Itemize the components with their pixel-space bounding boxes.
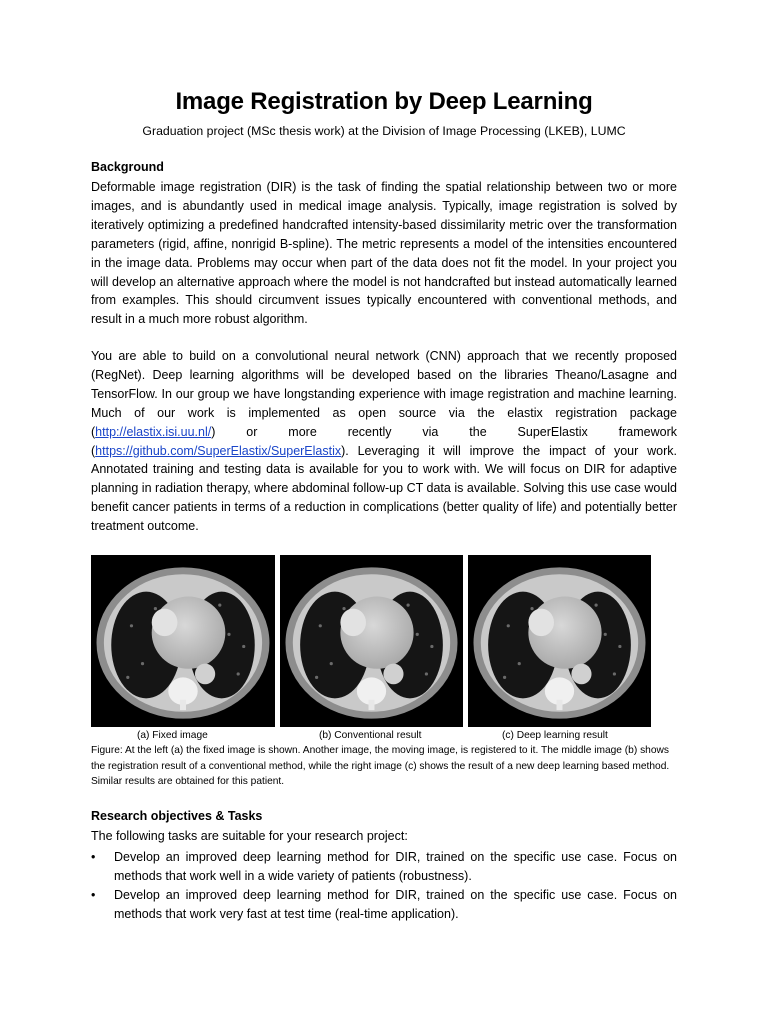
superelastix-link[interactable]: https://github.com/SuperElastix/SuperElastix	[95, 443, 342, 458]
lung-vessel	[507, 624, 510, 627]
background-heading: Background	[91, 160, 164, 174]
lung-vessel	[604, 633, 607, 636]
lung-vessel	[518, 662, 521, 665]
ct-image-conventional	[280, 555, 463, 727]
lung-vessel	[595, 604, 598, 607]
lung-vessel	[141, 662, 144, 665]
ct-slice-drawing	[280, 555, 463, 727]
lung-vessel	[242, 645, 245, 648]
spinous-process	[369, 700, 375, 710]
lung-vessel	[430, 645, 433, 648]
lung-vessel	[407, 604, 410, 607]
ct-image-deep-learning	[468, 555, 651, 727]
elastix-link[interactable]: http://elastix.isi.uu.nl/	[95, 424, 212, 439]
lung-vessel	[315, 676, 318, 679]
aorta	[571, 664, 591, 685]
figure-label-a: (a) Fixed image	[137, 730, 208, 741]
paragraph-text: ). Leveraging it will improve the impact of your work. Annotated training and testing data is available for you to work with. We will focus on DIR for adaptive planning in radiation therapy, where abdominal follow-up CT data is available. Solving this use case would benefit cancer patients in terms of a reduction in complications (better quality of life) and potentially better treatment outcome.	[91, 443, 677, 534]
research-intro: The following tasks are suitable for your research project:	[91, 829, 408, 843]
bullet-marker: •	[91, 850, 96, 864]
task-text: Develop an improved deep learning method for DIR, trained on the specific use case. Focus on methods that work very fast at test time (real-time application).	[114, 888, 677, 921]
heart-chamber	[340, 609, 366, 637]
lung-vessel	[330, 662, 333, 665]
task-text: Develop an improved deep learning method for DIR, trained on the specific use case. Focus on methods that work well in a wide variety of patients (robustness).	[114, 850, 677, 883]
spinous-process	[557, 700, 563, 710]
lung-vessel	[425, 672, 428, 675]
figure-label-c: (c) Deep learning result	[502, 730, 608, 741]
aorta	[383, 664, 403, 685]
lung-vessel	[613, 672, 616, 675]
lung-vessel	[237, 672, 240, 675]
spinous-process	[180, 700, 186, 710]
page-subtitle: Graduation project (MSc thesis work) at the Division of Image Processing (LKEB), LUMC	[142, 124, 626, 138]
heart-chamber	[528, 609, 554, 637]
heart-chamber	[152, 609, 178, 637]
background-paragraph-1: Deformable image registration (DIR) is the task of finding the spatial relationship between two or more images, and is abundantly used in medical image analysis. Typically, image registration is solved by iteratively optimizing a predefined handcrafted intensity-based dissimilarity metric over the transformation parameters (rigid, affine, nonrigid B-spline). The metric represents a model of the intensities encountered in the image data. Problems may occur when part of the data does not fit the model. In your project you will develop an alternative approach where the model is not handcrafted but instead automatically learned from examples. This should circumvent issues typically encountered with conventional methods, and result in a much more robust algorithm.	[91, 180, 677, 327]
aorta	[195, 664, 215, 685]
paragraph-text: ) or more recently via the SuperElastix framework (	[91, 424, 677, 458]
figure-label-b: (b) Conventional result	[319, 730, 422, 741]
lung-vessel	[618, 645, 621, 648]
ct-figure	[91, 555, 651, 727]
ct-slice-drawing	[91, 555, 275, 727]
paragraph-text: You are able to build on a convolutional neural network (CNN) approach that we recently proposed (RegNet). Deep learning algorithms will be developed based on the libraries Theano/Lasagne and TensorFlow. In our group we have longstanding experience with image registration and machine learning. Much of our work is implemented as open source via the elastix registration package (	[91, 349, 677, 439]
lung-vessel	[130, 624, 133, 627]
lung-vessel	[227, 633, 230, 636]
ct-slice-drawing	[468, 555, 651, 727]
lung-vessel	[503, 676, 506, 679]
lung-vessel	[154, 607, 157, 610]
figure-caption: Figure: At the left (a) the fixed image is shown. Another image, the moving image, is registered to it. The middle image (b) shows the registration result of a conventional method, while the right image (c) shows the result of a new deep learning based method. Similar results are obtained for this patient.	[91, 745, 670, 787]
ct-image-fixed	[91, 555, 275, 727]
research-heading: Research objectives & Tasks	[91, 809, 263, 823]
lung-vessel	[218, 604, 221, 607]
lung-vessel	[126, 676, 129, 679]
lung-vessel	[342, 607, 345, 610]
lung-vessel	[530, 607, 533, 610]
bullet-marker: •	[91, 888, 96, 902]
page-title: Image Registration by Deep Learning	[175, 88, 593, 115]
background-paragraph-2	[91, 347, 677, 536]
lung-vessel	[319, 624, 322, 627]
lung-vessel	[416, 633, 419, 636]
